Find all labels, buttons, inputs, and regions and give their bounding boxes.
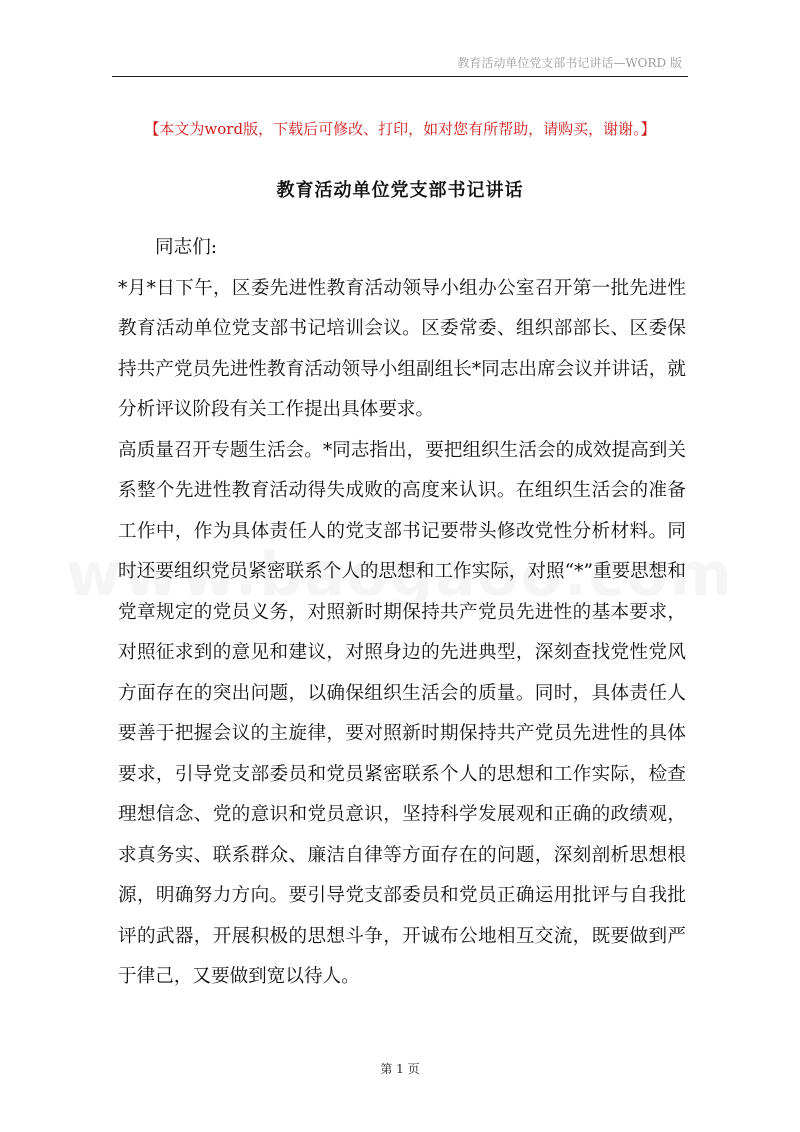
- header-divider: [112, 76, 688, 77]
- running-header: 教育活动单位党支部书记讲话—WORD 版: [457, 56, 682, 70]
- document-body: [118, 228, 686, 998]
- document-title: 教育活动单位党支部书记讲话: [276, 180, 524, 201]
- page-number: 第 1 页: [380, 1062, 420, 1076]
- paragraph-2: 高质量召开专题生活会。*同志指出，要把组织生活会的成效提高到关系整个先进性教育活动得失成败的高度来认识。在组织生活会的准备工作中，作为具体责任人的党支部书记要带头修改党性分析材料。同时还要组织党员紧密联系个人的思想和工作实际，对照“*”重要思想和党章规定的党员义务，对照新时期保持共产党员先进性的基本要求，对照征求到的意见和建议，对照身边的先进典型，深刻查找党性党风方面存在的突出问题，以确保组织生活会的质量。同时，具体责任人要善于把握会议的主旋律，要对照新时期保持共产党员先进性的具体要求，引导党支部委员和党员紧密联系个人的思想和工作实际，检查理想信念、党的意识和党员意识，坚持科学发展观和正确的政绩观，求真务实、联系群众、廉洁自律等方面存在的问题，深刻剖析思想根源，明确努力方向。要引导党支部委员和党员正确运用批评与自我批评的武器，开展积极的思想斗争，开诚布公地相互交流，既要做到严于律己，又要做到宽以待人。: [118, 439, 686, 987]
- greeting: 同志们:: [155, 237, 218, 258]
- purchase-notice: 【本文为word版，下载后可修改、打印，如对您有所帮助，请购买，谢谢。】: [144, 120, 656, 138]
- paragraph-1: *月*日下午，区委先进性教育活动领导小组办公室召开第一批先进性教育活动单位党支部书记培训会议。区委常委、组织部部长、区委保持共产党员先进性教育活动领导小组副组长*同志出席会议并讲话，就分析评议阶段有关工作提出具体要求。: [118, 277, 686, 420]
